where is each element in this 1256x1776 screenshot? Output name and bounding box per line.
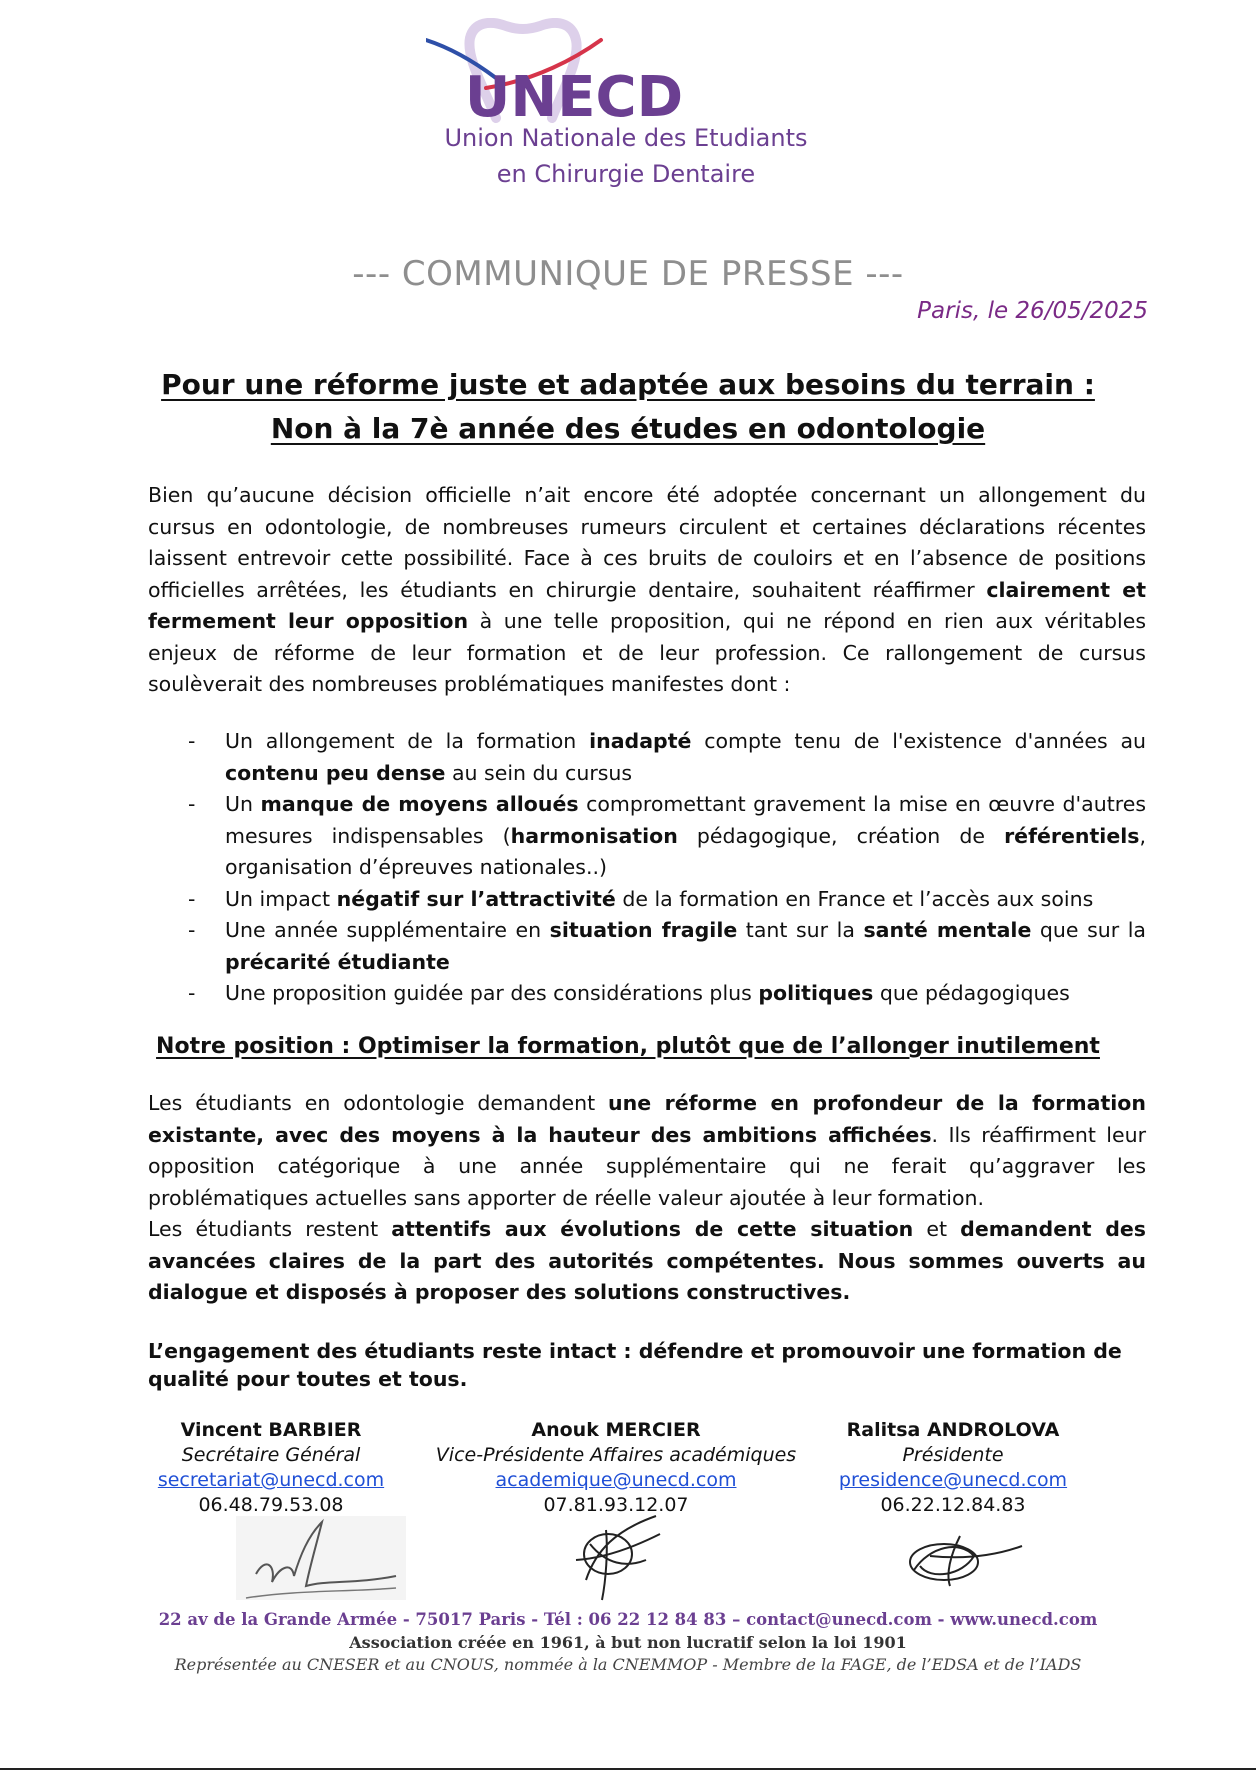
text-run: compromettant gravement la mise en œuvre d'autres mesures indispensables ( — [225, 792, 1146, 848]
text-run: . Ils réaffirment leur opposition catégorique à une année supplémentaire qui ne ferait qu’aggraver les problématiques actuelles sans apporter de réelle valeur ajoutée à leur formation. — [148, 1122, 1146, 1210]
text-run: de la formation en France et l’accès aux soins — [615, 886, 1094, 911]
bullet-dash: - — [188, 792, 196, 816]
bold-text-run: situation fragile — [549, 918, 738, 942]
text-run: à une telle proposition, qui ne répond en rien aux véritables enjeux de réforme de leur formation et de leur profession. Ce rallongement de cursus soulèverait des nombreuses problématiques manifestes dont : — [148, 609, 1147, 696]
text-run: Les étudiants restent — [148, 1217, 392, 1241]
bold-text-run: manque de moyens alloués — [260, 792, 579, 816]
signatory-email-link[interactable]: academique@unecd.com — [495, 1469, 737, 1491]
title-line1 — [0, 368, 1256, 401]
problem-list — [148, 726, 1146, 1010]
closing-statement: L’engagement des étudiants reste intact : défendre et promouvoir une formation de qualité pour toutes et tous. — [148, 1339, 1122, 1391]
signatory-role: Secrétaire Général — [181, 1444, 361, 1466]
position-paragraph-2 — [148, 1214, 1146, 1309]
text-run: compte tenu de l'existence d'années au — [691, 729, 1146, 753]
text-run: Un impact — [225, 886, 337, 911]
footer-representation-line: Représentée au CNESER et au CNOUS, nommée à la CNEMMOP - Membre de la FAGE, de l’EDSA et de l’IADS — [174, 1655, 1082, 1674]
text-run: tant sur la — [737, 918, 864, 942]
signatory-name: Vincent BARBIER — [180, 1419, 362, 1441]
signatory-phone: 06.48.79.53.08 — [198, 1494, 344, 1516]
communique-heading: --- COMMUNIQUE DE PRESSE --- — [352, 254, 904, 294]
tooth-swoosh-icon — [426, 18, 826, 138]
text-run: Une proposition guidée par des considérations plus — [225, 981, 759, 1005]
footer-association-line: Association créée en 1961, à but non lucratif selon la loi 1901 — [349, 1633, 907, 1652]
bold-text-run: santé mentale — [863, 918, 1032, 942]
date-line: Paris, le 26/05/2025 — [917, 298, 1148, 324]
text-run: au sein du cursus — [445, 760, 633, 785]
bold-text-run: contenu peu dense — [225, 760, 446, 785]
list-item — [148, 726, 1146, 789]
bold-text-run: négatif sur l’attractivité — [336, 886, 616, 911]
signatory-phone: 06.22.12.84.83 — [880, 1494, 1026, 1516]
logo-line1: Union Nationale des Etudiants — [444, 124, 808, 152]
bold-text-run: harmonisation — [510, 823, 678, 848]
title-line1-text: Pour une réforme juste et adaptée aux besoins du terrain : — [161, 368, 1095, 401]
signatory-phone: 07.81.93.12.07 — [543, 1494, 689, 1516]
text-run: que sur la — [1031, 918, 1146, 942]
position-subheading-text: Notre position : Optimiser la formation, plutôt que de l’allonger inutilement — [156, 1034, 1100, 1059]
signatory-role: Vice-Présidente Affaires académiques — [435, 1444, 797, 1466]
bold-text-run: précarité étudiante — [225, 949, 450, 974]
text-run: pédagogique, création de — [677, 823, 1005, 848]
title-line2 — [0, 412, 1256, 445]
bullet-dash: - — [188, 886, 196, 911]
bullet-dash: - — [188, 729, 196, 753]
bold-text-run: inadapté — [589, 729, 692, 753]
signatory-name: Ralitsa ANDROLOVA — [846, 1419, 1060, 1441]
bullet-dash: - — [188, 918, 196, 942]
footer-contact-line: 22 av de la Grande Armée - 75017 Paris - Tél : 06 22 12 84 83 – contact@unecd.com - www.unecd.com — [158, 1610, 1098, 1629]
signatory-3 — [763, 1418, 1143, 1518]
signatory-email-link[interactable]: secretariat@unecd.com — [157, 1469, 385, 1491]
list-item — [148, 915, 1146, 978]
signature-1-image — [236, 1516, 406, 1606]
text-run: Bien qu’aucune décision officielle n’ait encore été adoptée concernant un allongement du cursus en odontologie, de nombreuses rumeurs circulent et certaines déclarations récentes laissent entrevoir cette possibilité. Face à ces bruits de couloirs et en l’absence de positions officielles arrêtées, les étudiants en chirurgie dentaire, souhaitent réaffirmer — [148, 483, 1146, 602]
text-run: Un allongement de la formation — [225, 729, 590, 753]
page-bottom-rule — [0, 1768, 1256, 1770]
bullet-dash: - — [188, 981, 196, 1005]
position-paragraph-1 — [148, 1088, 1146, 1214]
list-item — [148, 789, 1146, 884]
text-run: , organisation d’épreuves nationales..) — [225, 823, 1146, 879]
title-line2-text: Non à la 7è année des études en odontologie — [270, 412, 986, 445]
signatory-1 — [81, 1418, 461, 1518]
bold-text-run: demandent des avancées claires de la part des autorités compétentes. Nous sommes ouverts au dialogue et disposés à proposer des solutions constructives. — [148, 1217, 1147, 1304]
position-subheading — [0, 1034, 1256, 1059]
text-run: et — [913, 1217, 961, 1241]
signature-2-image — [556, 1510, 666, 1602]
bold-text-run: une réforme en profondeur de la formation existante, avec des moyens à la hauteur des ambitions affichées — [148, 1091, 1146, 1147]
signature-3-image — [900, 1526, 1024, 1590]
bold-text-run: référentiels — [1004, 823, 1140, 848]
text-run: que pédagogiques — [873, 981, 1070, 1005]
intro-paragraph — [148, 480, 1146, 701]
signatory-email-link[interactable]: presidence@unecd.com — [838, 1469, 1068, 1491]
unecd-logo — [426, 18, 826, 196]
logo-line2: en Chirurgie Dentaire — [496, 160, 756, 188]
bold-text-run: politiques — [758, 981, 874, 1005]
logo-wordmark: UNECD — [464, 65, 684, 130]
signatory-role: Présidente — [902, 1444, 1004, 1466]
bold-text-run: attentifs aux évolutions de cette situation — [391, 1217, 914, 1241]
text-run: Les étudiants en odontologie demandent — [148, 1091, 609, 1115]
bold-text-run: clairement et fermement leur opposition — [148, 577, 1146, 633]
text-run: Un — [225, 792, 261, 816]
list-item — [148, 978, 1146, 1010]
signatory-2 — [426, 1418, 806, 1518]
list-item — [148, 884, 1146, 916]
text-run: Une année supplémentaire en — [225, 918, 550, 942]
signatory-name: Anouk MERCIER — [531, 1419, 701, 1441]
